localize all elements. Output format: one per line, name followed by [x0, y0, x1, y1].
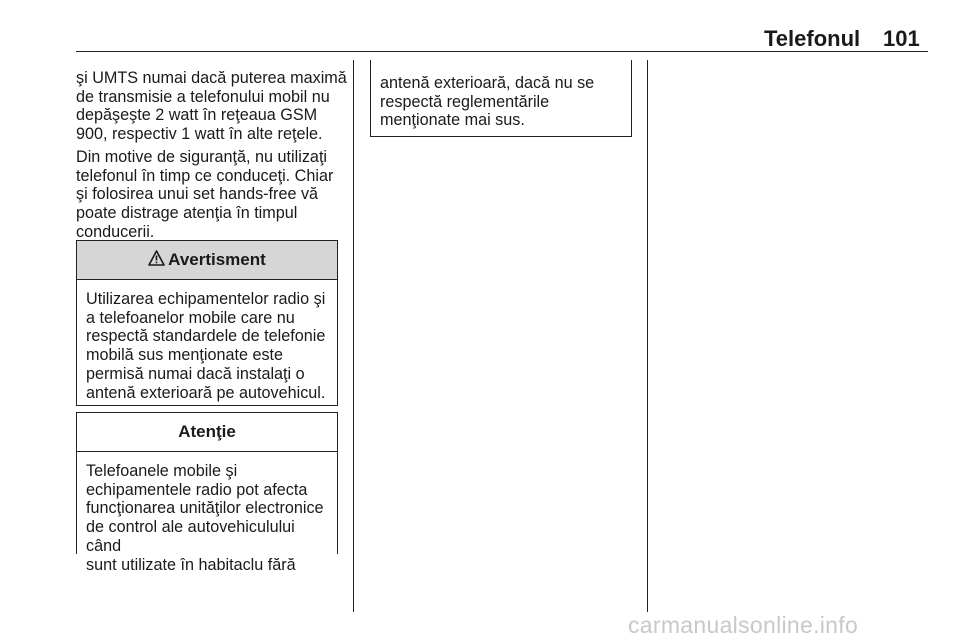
header-rule	[76, 51, 928, 52]
column-divider-right	[647, 60, 648, 612]
page-header-title: Telefonul	[764, 26, 861, 51]
page-number: 101	[883, 26, 920, 51]
warning-box-header	[77, 241, 337, 280]
caution-box	[76, 412, 338, 574]
watermark: carmanualsonline.info	[628, 612, 859, 638]
body-paragraph-2: Din motive de siguranţă, nu utilizaţi telefonul în timp ce conduceţi. Chiar şi folosirea unui set hands-free vă poate distrage atenţia în timpul conducerii.	[76, 148, 334, 241]
warning-box	[76, 240, 338, 406]
caution-box-continued	[370, 60, 632, 137]
caution-box-text: Telefoanele mobile şi echipamentele radio pot afecta funcţionarea unităţilor electronice de control ale autovehiculului când sunt utilizate în habitaclu fără	[86, 462, 324, 574]
warning-box-title: Avertisment	[168, 250, 266, 269]
body-paragraph-1: şi UMTS numai dacă puterea maximă de transmisie a telefonului mobil nu depăşeşte 2 watt în reţeaua GSM 900, respectiv 1 watt în alte reţele.	[76, 69, 347, 144]
column-divider-left	[353, 60, 354, 612]
warning-box-text: Utilizarea echipamentelor radio şi a telefoanelor mobile care nu respectă standardele de telefonie mobilă sus menţionate este permisă numai dacă instalaţi o antenă exterioară pe autovehicul.	[86, 290, 326, 402]
caution-box-header: Atenţie	[77, 413, 337, 452]
warning-triangle-icon	[148, 250, 165, 271]
caution-continued-text: antenă exterioară, dacă nu se respectă reglementările menţionate mai sus.	[380, 74, 595, 130]
